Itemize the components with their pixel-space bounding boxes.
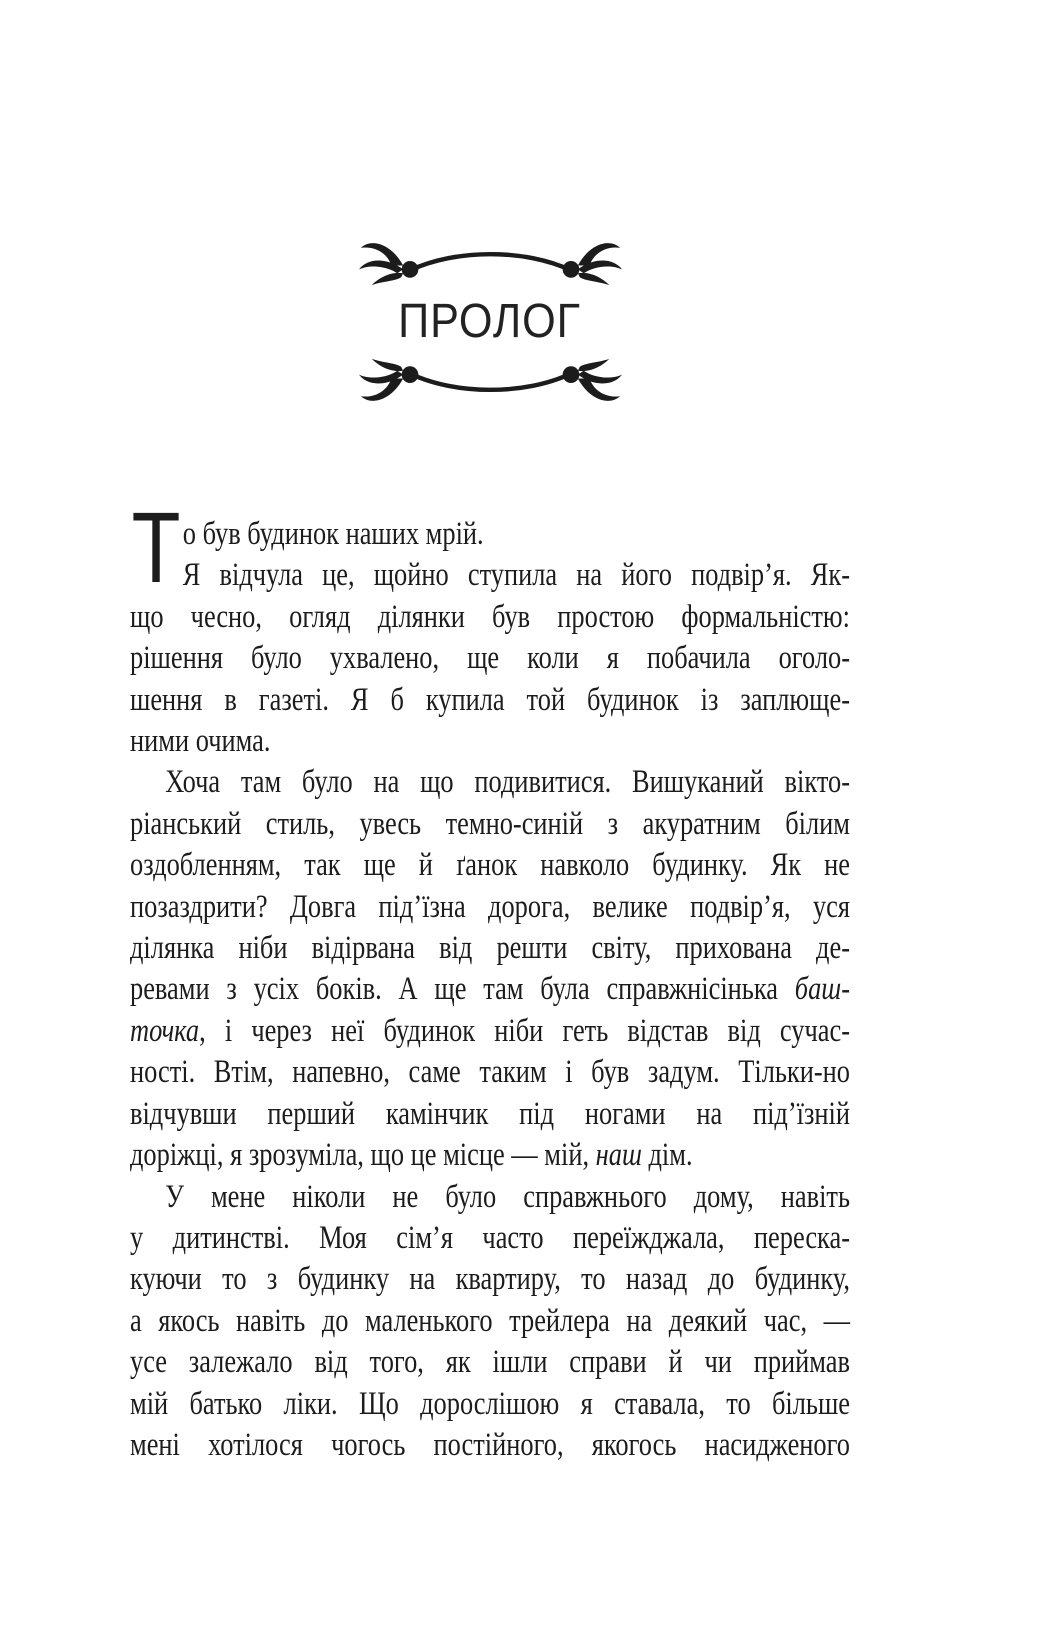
text-line: мій батько ліки. Що дорослішою я ставала, то більше [130,1385,850,1422]
text-line: позаздрити? Довга під’їзна дорога, велике подвір’я, уся [130,888,850,925]
body-text [130,492,851,1466]
floral-divider-top-icon [358,236,623,289]
text-line: усе залежало від того, як ішли справи й чи приймав [130,1344,850,1381]
text-lines [130,514,850,1466]
text-line: шення в газеті. Я б купила той будинок із заплюще- [130,681,850,718]
chapter-header [130,236,850,408]
text-line: куючи то з будинку на квартиру, то назад до будинку, [130,1261,850,1298]
text-line: У мене ніколи не було справжнього дому, навіть [165,1178,850,1215]
text-line: точка, і через неї будинок ніби геть відстав від сучас- [130,1012,850,1049]
floral-divider-bottom-icon [358,355,623,408]
text-line: Хоча там було на що подивитися. Вишуканий вікто- [165,764,850,801]
text-line: відчувши перший камінчик під ногами на під’їзній [130,1095,850,1132]
chapter-title: ПРОЛОГ [398,295,582,348]
text-line: мені хотілося чогось постійного, якогось насидженого [130,1426,850,1463]
text-line: ними очима. [130,723,271,760]
text-line: у дитинстві. Моя сім’я часто переїжджала, переска- [130,1219,850,1256]
text-line: Я відчула це, щойно ступила на його подвір’я. Як- [182,557,851,594]
text-line: рішення було ухвалено, ще коли я побачила оголо- [130,640,850,677]
text-line: ділянка ніби відірвана від решти світу, прихована де- [130,930,850,967]
text-line: оздобленням, так ще й ґанок навколо будинку. Як не [130,847,850,884]
text-line: ріанський стиль, увесь темно-синій з акуратним білим [130,805,850,842]
text-line: ревами з усіх боків. А ще там була справжнісінька баш- [130,971,850,1008]
text-line: доріжці, я зрозуміла, що це місце — мій, наш дім. [130,1137,693,1174]
text-line: о був будинок наших мрій. [182,516,484,552]
text-line: а якось навіть до маленького трейлера на деякий час, — [130,1302,850,1339]
text-line: що чесно, огляд ділянки був простою формальністю: [130,598,850,635]
text-line: ності. Втім, напевно, саме таким і був задум. Тільки-но [130,1054,850,1091]
drop-cap: Т [131,492,181,604]
